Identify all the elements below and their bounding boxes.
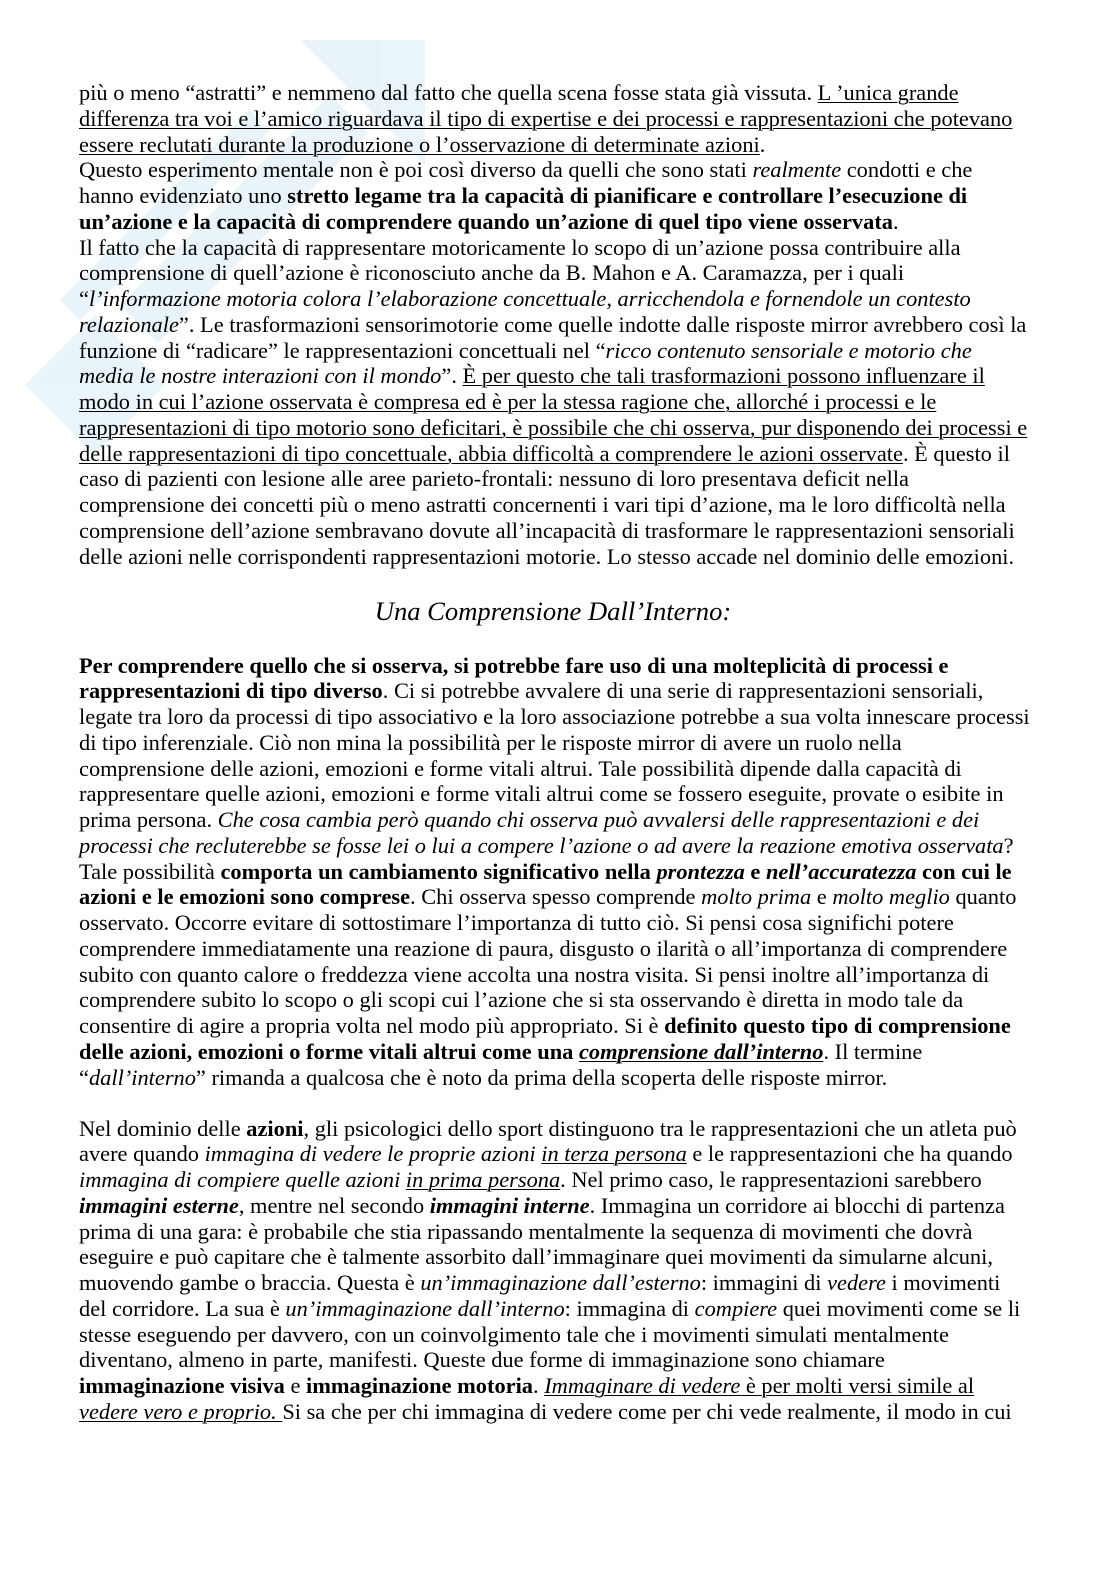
text-line [79,781,1039,807]
text-run: di tipo inferenziale. Ciò non mina la possibilità per le risposte mirror di avere un ruolo nella [79,729,902,755]
italic-text: dall’interno [88,1064,196,1090]
text-run: ”. [441,363,463,389]
text-run: comprendere subito lo scopo o gli scopi cui l’azione che si sta osservando è diretta in modo tale da [79,987,964,1013]
bold-italic-text: prontezza [656,858,745,884]
text-run: stesse eseguendo per davvero, con un coinvolgimento tale che i movimenti simulati mentalmente [79,1321,949,1347]
text-line [79,1013,1039,1039]
italic-text: vedere [827,1270,886,1295]
text-line [79,1322,1039,1348]
text-line [79,1141,1039,1167]
bold-text: con cui le [916,858,1012,884]
italic-text: compiere [694,1295,778,1321]
text-line [79,1373,1039,1399]
text-run: comprensione dei concetti più o meno astratti concernenti i vari tipi d’azione, ma le loro difficoltà nella [79,492,1006,517]
underlined-text: delle rappresentazioni di tipo concettuale, abbia difficoltà a comprendere le azioni osservate [79,440,903,466]
text-run: rappresentare quelle azioni, emozioni e forme vitali altrui come se fossero eseguite, provate o esibite in [79,781,1004,807]
italic-text: ricco contenuto sensoriale e motorio che [605,337,972,363]
text-run: : immagini di [700,1270,828,1295]
paragraph-2 [79,157,1039,234]
text-line [79,1193,1039,1219]
text-run: Si sa che per chi immagina di vedere come per chi vede realmente, il modo in cui [282,1398,1012,1424]
text-run: e [284,1373,307,1398]
underlined-text: L ’unica grande [817,80,959,105]
text-line [79,1219,1039,1245]
text-run: legate tra loro da processi di tipo associativo e la loro associazione potrebbe a sua volta innescare processi [79,704,1030,729]
text-run: diventano, almeno in parte, manifesti. Queste due forme di immaginazione sono chiamare [79,1347,885,1373]
bold-text: immaginazione motoria [306,1373,533,1398]
text-line [79,807,1039,833]
text-run: i movimenti [885,1270,1001,1295]
bold-text: e [744,858,766,884]
text-run: . [892,208,899,234]
italic-text: immagina di compiere quelle azioni [79,1167,406,1192]
bold-text: un’azione e la capacità di comprendere quando un’azione di quel tipo viene osservata [79,208,893,234]
text-run: Questo esperimento mentale non è poi così diverso da quelli che sono stati [79,157,753,183]
text-run: comprensione delle azioni, emozioni e forme vitali altrui. Tale possibilità dipende dalla capacità di [79,755,962,781]
bold-text: definito questo tipo di comprensione [664,1013,1011,1038]
text-line [79,312,1039,338]
text-run: . [533,1373,545,1398]
text-run: . Ci si potrebbe avvalere di una serie di rappresentazioni sensoriali, [382,678,984,704]
text-line [79,859,1039,885]
italic-text: un’immaginazione dall’esterno [420,1270,701,1295]
bold-text: stretto legame tra la capacità di pianificare e controllare l’esecuzione di [287,183,968,208]
italic-underlined-text: vedere vero e proprio. [79,1398,283,1424]
underlined-text: rappresentazioni di tipo motorio sono deficitari, è possibile che chi osserva, pur disponendo dei processi e [79,414,1028,440]
text-run: e [811,884,833,910]
text-line [79,1039,1039,1065]
text-run: osservato. Occorre evitare di sottostimare l’importanza di tutto ciò. Si pensi cosa significhi potere [79,910,954,935]
text-line [79,653,1039,679]
text-line [79,338,1039,364]
text-line [79,1296,1039,1322]
text-run: . [759,131,766,157]
text-line [79,441,1039,467]
text-run: subito con quanto calore o freddezza viene accolta una nostra visita. Si pensi inoltre all’importanza di [79,961,990,987]
text-line [79,235,1039,261]
text-run: hanno evidenziato uno [79,183,288,208]
italic-text: molto meglio [832,884,950,910]
text-line [79,910,1039,936]
italic-underlined-text: in terza persona [541,1141,687,1167]
bold-text: rappresentazioni di tipo diverso [79,678,383,704]
italic-text: immagina di vedere le proprie azioni [204,1141,542,1167]
text-line [79,756,1039,782]
text-run: . Chi osserva spesso comprende [410,884,702,910]
text-line [79,466,1039,492]
bold-text: delle azioni, emozioni o forme vitali altrui come una [79,1038,579,1064]
text-line [79,415,1039,441]
text-run: comprensione dell’azione sembravano dovute all’incapacità di trasformare le rappresentazioni sensoriali [79,517,1015,543]
text-run: “ [79,286,89,311]
text-line [79,962,1039,988]
italic-text: processi che recluterebbe se fosse lei o lui a compere l’azione o ad avere la reazione emotiva osservata [79,832,1004,858]
text-line [79,1244,1039,1270]
text-line [79,132,1039,158]
text-run: avere quando [79,1141,205,1167]
paragraph-5 [79,1116,1039,1425]
text-block-top [79,80,1039,569]
text-run: condotti e che [841,157,973,183]
text-run: . È questo il [902,440,1010,466]
text-run: caso di pazienti con lesione alle aree parieto-frontali: nessuno di loro presentava deficit nella [79,466,909,492]
text-line [79,286,1039,312]
italic-text: media le nostre interazioni con il mondo [79,363,442,389]
paragraph-3 [79,235,1039,570]
italic-text: molto prima [701,884,812,910]
text-run: eseguire e può capitare che è talmente assorbito dall’immaginare quei movimenti da simularne alcuni, [79,1244,993,1270]
text-line [79,157,1039,183]
underlined-text: è per molti versi simile al [740,1373,975,1398]
text-line [79,106,1039,132]
bold-text: comporta un cambiamento significativo nella [220,858,657,884]
text-line [79,209,1039,235]
text-run: “ [79,1064,89,1090]
text-run: : immagina di [564,1295,695,1321]
text-run: comprendere immediatamente una reazione di paura, disgusto o ilarità o all’importanza di comprendere [79,935,1008,961]
underlined-text: essere reclutati durante la produzione o l’osservazione di determinate azioni [79,131,760,157]
text-line [79,936,1039,962]
text-run: ? [1003,832,1014,858]
text-line [79,678,1039,704]
text-run: prima persona. [79,807,218,832]
text-run: ” rimanda a qualcosa che è noto da prima della scoperta delle risposte mirror. [195,1064,888,1090]
text-line [79,544,1039,570]
bold-text: azioni [246,1115,304,1141]
text-run: del corridore. La sua è [79,1295,286,1321]
text-line [79,1270,1039,1296]
text-run: funzione di “radicare” le rappresentazioni concettuali nel “ [79,337,606,363]
text-run: e le rappresentazioni che ha quando [686,1141,1013,1167]
italic-text: relazionale [79,311,179,337]
text-line [79,987,1039,1013]
text-line [79,1399,1039,1425]
text-run: Il fatto che la capacità di rappresentare motoricamente lo scopo di un’azione possa contribuire alla [79,234,961,260]
section-heading: Una Comprensione Dall’Interno: [374,596,732,626]
bold-text: immaginazione visiva [79,1373,285,1398]
italic-underlined-text: Immaginare di vedere [544,1373,741,1398]
text-run: . Immagina un corridore ai blocchi di partenza [589,1192,1005,1218]
text-line [79,730,1039,756]
text-line [79,1167,1039,1193]
text-line [79,704,1039,730]
text-line [79,363,1039,389]
text-run: . Nel primo caso, le rappresentazioni sarebbero [560,1167,982,1192]
text-run: , mentre nel secondo [238,1192,430,1218]
bold-italic-text: immagini interne [429,1192,590,1218]
text-run: ”. Le trasformazioni sensorimotorie come quelle indotte dalle risposte mirror avrebbero così la [178,311,1027,337]
text-run: comprensione di quell’azione è riconosciuto anche da B. Mahon e A. Caramazza, per i quali [79,260,905,286]
text-line [79,260,1039,286]
text-run: delle azioni nelle corrispondenti rappresentazioni motorie. Lo stesso accade nel dominio delle emozioni. [79,543,1015,569]
underlined-text: modo in cui l’azione osservata è compresa ed è per la stessa ragione che, allorché i processi e le [79,389,937,414]
underlined-text: È per questo che tali trasformazioni possono influenzare il [462,363,985,389]
text-line [79,833,1039,859]
text-run: prima di una gara: è probabile che stia ripassando mentalmente la sequenza di movimenti che dovrà [79,1218,973,1244]
text-run: , gli psicologici dello sport distinguono tra le rappresentazioni che un atleta può [303,1115,1017,1141]
italic-text: l’informazione motoria colora l’elaborazione concettuale, arricchendola e fornendole un contesto [88,286,971,311]
italic-text: realmente [752,157,842,183]
text-line [79,1347,1039,1373]
text-run: più o meno “astratti” e nemmeno dal fatto che quella scena fosse stata già vissuta. [79,80,818,105]
bold-text: Per comprendere quello che si osserva, si potrebbe fare uso di una molteplicità di processi e [79,652,949,678]
text-line [79,183,1039,209]
paragraph-1 [79,80,1039,157]
text-run: Nel dominio delle [79,1115,247,1141]
bold-text: azioni e le emozioni sono comprese [79,884,411,910]
text-line [79,492,1039,518]
text-run: consentire di agire a propria volta nel modo più appropriato. Si è [79,1013,665,1038]
text-line [79,518,1039,544]
text-line [79,80,1039,106]
text-run: . Il termine [823,1038,923,1064]
text-run: muovendo gambe o braccia. Questa è [79,1270,421,1295]
underlined-text: differenza tra voi e l’amico riguardava il tipo di expertise e dei processi e rappresentazioni che potevano [79,105,1013,131]
text-run: quanto [949,884,1017,910]
italic-text: un’immaginazione dall’interno [285,1295,565,1321]
italic-text: Che cosa cambia però quando chi osserva può avvalersi delle rappresentazioni e dei [217,807,980,832]
bold-italic-text: nell’accuratezza [765,858,917,884]
text-line [79,1065,1039,1091]
paragraph-4 [79,653,1039,1091]
text-run: Tale possibilità [79,858,221,884]
bold-italic-text: immagini esterne [79,1192,239,1218]
text-run: quei movimenti come se li [777,1295,1021,1321]
italic-underlined-text: in prima persona [405,1167,561,1192]
bold-italic-underlined-text: comprensione dall’interno [578,1038,824,1064]
text-line [79,884,1039,910]
text-line [79,389,1039,415]
text-line [79,1116,1039,1142]
